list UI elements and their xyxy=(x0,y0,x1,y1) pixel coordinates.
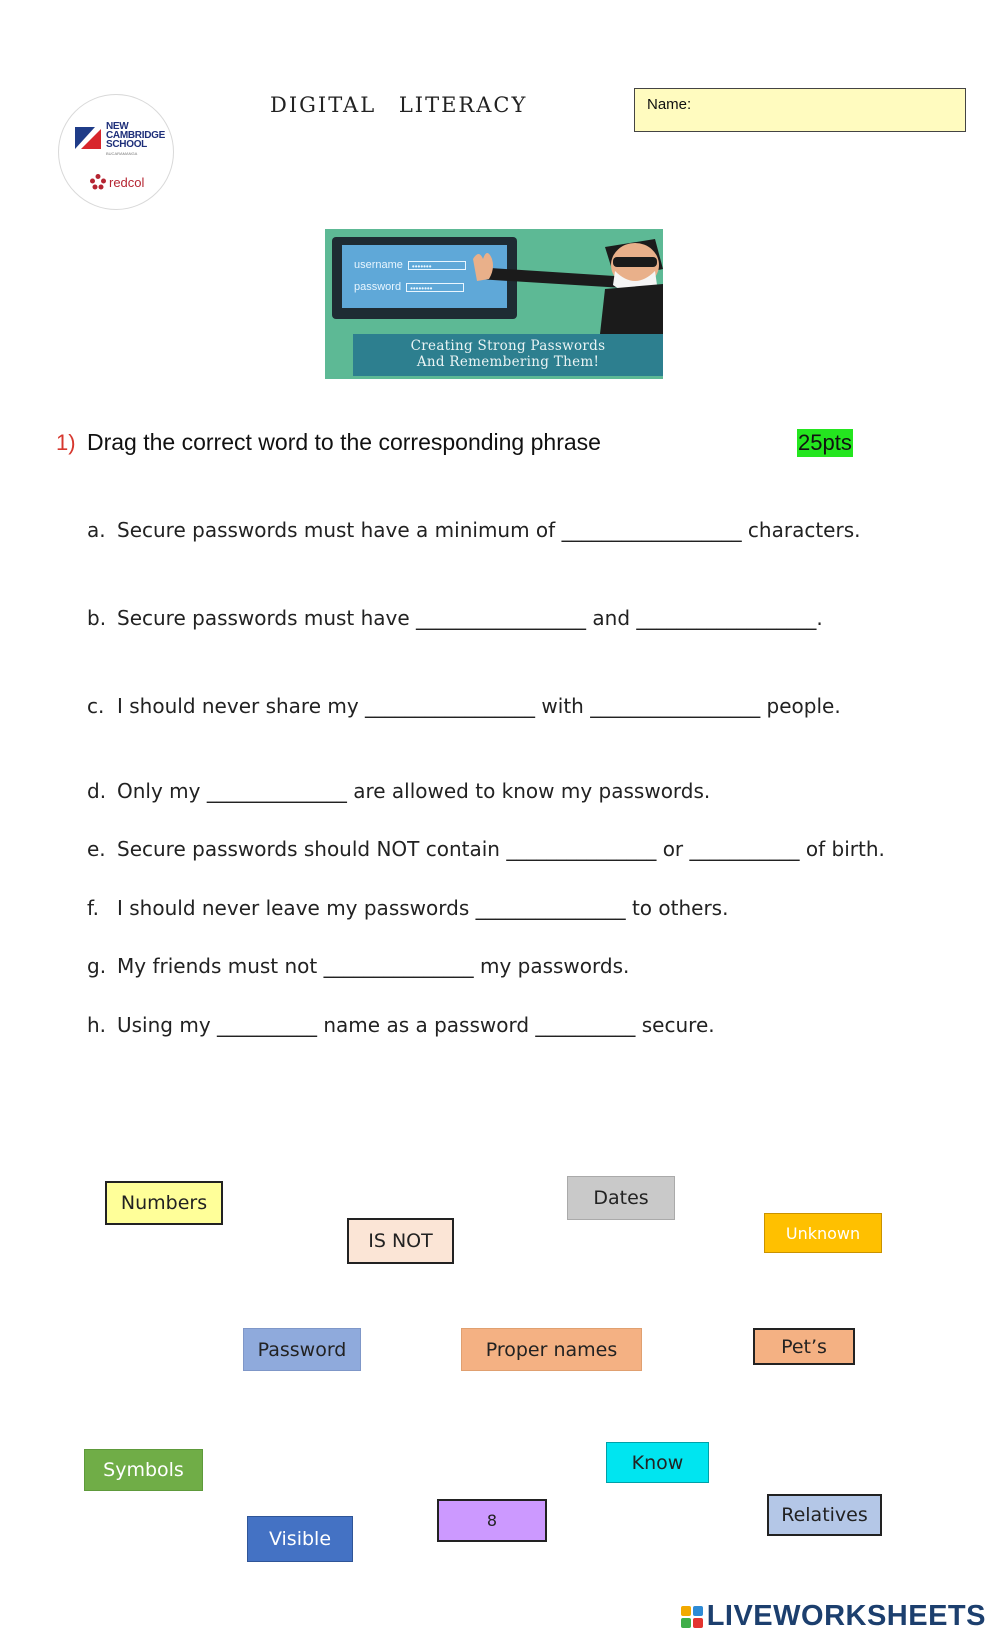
word-chip-symbols[interactable] xyxy=(84,1449,203,1491)
chip-label: IS NOT xyxy=(368,1230,433,1252)
chip-label: Visible xyxy=(268,1528,332,1550)
sentence-c xyxy=(87,694,841,718)
sentence-g xyxy=(87,954,629,978)
sentence-text: Secure passwords should NOT contain _______________ or ___________ of birth. xyxy=(117,837,885,861)
chip-label: Relatives xyxy=(781,1504,868,1526)
chip-label: Pet’s xyxy=(781,1335,827,1358)
question-number: 1) xyxy=(56,430,76,455)
sentence-letter: b. xyxy=(87,606,107,630)
word-chip-numbers[interactable] xyxy=(105,1181,223,1225)
brand-name xyxy=(89,173,144,191)
school-flag-icon xyxy=(75,125,101,151)
question-text: Drag the correct word to the corresponding phrase xyxy=(87,429,601,455)
chip-label: Password xyxy=(257,1338,347,1361)
sentence-f xyxy=(87,896,728,920)
word-chip-visible[interactable] xyxy=(247,1516,353,1562)
sentence-h xyxy=(87,1013,715,1037)
chip-label: 8 xyxy=(486,1511,498,1530)
chip-label: Proper names xyxy=(485,1338,618,1361)
banner-caption xyxy=(353,334,663,376)
word-chip-pets[interactable] xyxy=(753,1328,855,1365)
username-mask: ••••••• xyxy=(408,261,466,270)
password-mask: •••••••• xyxy=(406,283,464,292)
sentence-text: My friends must not _______________ my passwords. xyxy=(117,954,630,978)
sentence-letter: h. xyxy=(87,1013,107,1037)
liveworksheets-icon xyxy=(681,1606,703,1628)
sentence-text: Only my ______________ are allowed to know my passwords. xyxy=(117,779,711,803)
sentence-d xyxy=(87,779,710,803)
thief-illustration xyxy=(465,229,663,334)
chip-label: Know xyxy=(631,1451,684,1474)
word-chip-dates[interactable] xyxy=(567,1176,675,1220)
caption-line-1: Creating Strong Passwords xyxy=(410,338,606,354)
username-row xyxy=(354,259,466,271)
brand-label: redcol xyxy=(109,174,145,190)
sentence-text: Using my __________ name as a password __________ secure. xyxy=(117,1013,715,1037)
word-chip-8[interactable] xyxy=(437,1499,547,1542)
chip-label: Numbers xyxy=(120,1192,208,1214)
caption-line-2: And Remembering Them! xyxy=(416,354,600,370)
chip-label: Symbols xyxy=(103,1459,184,1481)
school-name: NEW CAMBRIDGE SCHOOL xyxy=(106,121,165,150)
password-label: password xyxy=(354,281,402,293)
sentence-letter: g. xyxy=(87,954,107,978)
sentence-b xyxy=(87,606,823,630)
sentence-letter: c. xyxy=(87,694,105,718)
sentence-text: Secure passwords must have _________________ and __________________. xyxy=(117,606,823,630)
page-title: DIGITAL LITERACY xyxy=(270,93,528,117)
sentence-text: I should never leave my passwords _______________ to others. xyxy=(117,896,729,920)
sentence-text: Secure passwords must have a minimum of __________________ characters. xyxy=(117,518,861,542)
chip-label: Unknown xyxy=(785,1223,861,1243)
word-chip-relatives[interactable] xyxy=(767,1494,882,1536)
school-logo xyxy=(58,94,174,210)
points-badge: 25pts xyxy=(798,430,852,455)
password-banner xyxy=(325,229,663,379)
name-field[interactable] xyxy=(634,88,966,132)
sentence-letter: d. xyxy=(87,779,107,803)
school-sub: BUCARAMANGA xyxy=(106,151,138,156)
word-chip-proper-names[interactable] xyxy=(461,1328,642,1371)
sentence-letter: e. xyxy=(87,837,106,861)
sentence-text: I should never share my _________________ with _________________ people. xyxy=(117,694,841,718)
liveworksheets-logo xyxy=(681,1600,986,1633)
chip-label: Dates xyxy=(593,1187,649,1209)
username-label: username xyxy=(354,259,403,271)
word-chip-know[interactable] xyxy=(606,1442,709,1483)
sentence-letter: f. xyxy=(87,896,99,920)
flower-icon xyxy=(89,173,107,191)
sentence-letter: a. xyxy=(87,518,106,542)
word-chip-password[interactable] xyxy=(243,1328,361,1371)
password-row xyxy=(354,281,464,293)
sentence-e xyxy=(87,837,885,861)
word-chip-is-not[interactable] xyxy=(347,1218,454,1264)
word-chip-unknown[interactable] xyxy=(764,1213,882,1253)
liveworksheets-label: LIVEWORKSHEETS xyxy=(706,1600,986,1632)
sentence-a xyxy=(87,518,860,542)
name-label: Name: xyxy=(647,96,692,113)
